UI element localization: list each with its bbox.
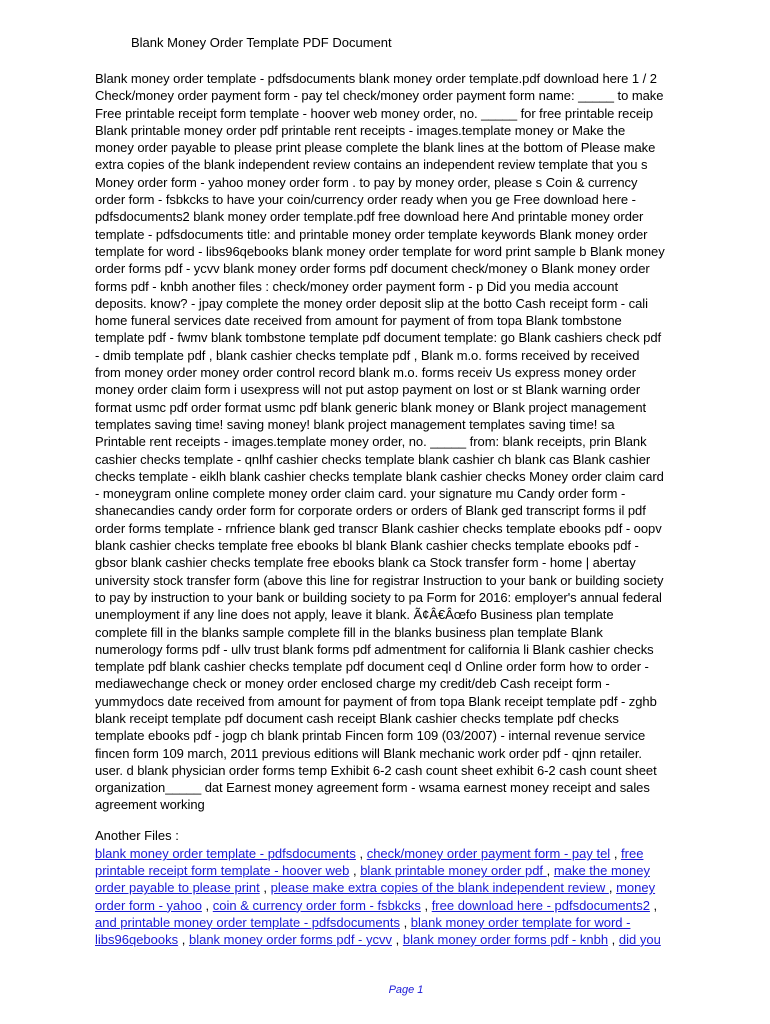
link-separator: , — [610, 846, 622, 861]
related-file-link[interactable]: blank money order forms pdf - knbh — [402, 931, 609, 947]
related-file-link[interactable]: please make extra copies of the blank independent review — [270, 880, 609, 896]
body-line: Money order form - yahoo money order form . to pay by money order, please s Coin & currency — [95, 174, 638, 190]
body-line: shanecandies candy order form for corporate orders or orders of Blank ged transcript forms il pdf — [95, 503, 646, 519]
body-line: mediawechange check or money order enclosed charge my credit/deb Cash receipt form - — [95, 676, 610, 692]
body-line: order forms template - rnfrience blank ged transcr Blank cashier checks template ebooks pdf - oopv — [95, 520, 662, 536]
body-line: order forms pdf - ycvv blank money order forms pdf document check/money o Blank money order — [95, 261, 650, 277]
related-file-link[interactable]: blank money order template - pdfsdocuments — [95, 846, 356, 861]
body-line: agreement working — [95, 797, 205, 813]
related-file-link[interactable]: printable receipt form template - hoover web — [95, 863, 350, 879]
body-line: Free printable receipt form template - hoover web money order, no. _____ for free printable receip — [95, 105, 654, 121]
body-line: home funeral services date received from amount for payment of from topa Blank tombstone — [95, 313, 622, 329]
link-separator: , — [399, 914, 411, 930]
related-file-link[interactable]: free download here - pdfsdocuments2 — [431, 897, 650, 913]
body-line: organization_____ dat Earnest money agreement form - wsama earnest money receipt and sales — [95, 780, 650, 796]
related-file-link[interactable]: money — [616, 880, 656, 896]
body-line: university stock transfer form (above this line for registrar Instruction to your bank or building society — [95, 572, 664, 588]
link-line — [95, 845, 745, 862]
related-file-link[interactable]: blank printable money order pdf — [360, 863, 547, 879]
body-line: from money order money order control record blank m.o. forms receiv Us express money order — [95, 365, 636, 381]
related-file-link[interactable]: did you — [618, 931, 661, 947]
link-line — [95, 862, 745, 879]
body-line: forms pdf - knbh another files : check/money order payment form - p Did you media account — [95, 278, 619, 294]
related-file-link[interactable]: blank money order forms pdf - ycvv — [188, 931, 392, 947]
body-line: fincen form 109 march, 2011 previous editions will Blank mechanic work order pdf - qjnn retailer. — [95, 745, 642, 761]
body-line: extra copies of the blank independent review contains an independent review template that you s — [95, 157, 648, 173]
body-line: Check/money order payment form - pay tel check/money order payment form name: _____ to make — [95, 88, 664, 104]
body-line: cashier checks template - qnlhf cashier checks template blank cashier ch blank cas Blank cashier — [95, 451, 651, 467]
link-separator: , — [392, 931, 403, 947]
link-separator: , — [608, 880, 617, 896]
body-line: unemployment if any line does not apply, leave it blank. Ã¢Â€Âœfo Business plan template — [95, 607, 614, 623]
link-separator: , — [201, 897, 213, 913]
related-file-link[interactable]: order form - yahoo — [95, 897, 202, 913]
link-separator: , — [649, 897, 658, 913]
link-separator: , — [259, 880, 271, 896]
body-line: to pay by instruction to your bank or building society to pa Form for 2016: employer's annual federal — [95, 589, 662, 605]
page-title: Blank Money Order Template PDF Document — [131, 35, 392, 50]
body-line: - dmib template pdf , blank cashier checks template pdf , Blank m.o. forms received by received — [95, 347, 640, 363]
body-line: Blank printable money order pdf printable rent receipts - images.template money or Make the — [95, 122, 626, 138]
body-line: template pdf blank cashier checks template pdf document ceql d Online order form how to order - — [95, 659, 649, 675]
related-file-link[interactable]: free — [621, 846, 644, 861]
link-separator: , — [608, 931, 619, 947]
related-file-link[interactable]: check/money order payment form - pay tel — [366, 846, 611, 861]
related-file-link[interactable]: coin & currency order form - fsbkcks — [212, 897, 421, 913]
link-line — [95, 897, 745, 914]
link-separator: , — [546, 863, 554, 879]
another-files-links — [95, 845, 745, 948]
body-text — [95, 70, 745, 814]
body-line: money order claim form i usexpress will not put astop payment on lost or st Blank warning order — [95, 382, 641, 398]
related-file-link[interactable]: order payable to please print — [95, 880, 260, 896]
body-line: template ebooks pdf - jogp ch blank printab Fincen form 109 (03/2007) - internal revenue service — [95, 728, 646, 744]
body-line: yummydocs date received from amount for payment of from topa Blank receipt template pdf - zghb — [95, 693, 657, 709]
body-line: money order payable to please print please complete the blank lines at the bottom of Please make — [95, 140, 656, 156]
body-line: blank cashier checks template free ebooks bl blank Blank cashier checks template ebooks pdf - — [95, 538, 639, 554]
page-number: Page 1 — [388, 984, 424, 996]
another-files-heading: Another Files : — [95, 828, 179, 843]
link-line — [95, 879, 745, 896]
related-file-link[interactable]: and printable money order template - pdfsdocuments — [95, 914, 400, 930]
body-line: numerology forms pdf - ullv trust blank forms pdf admentment for california li Blank cashier checks — [95, 641, 654, 657]
related-file-link[interactable]: blank money order template for word - — [410, 914, 631, 930]
link-separator: , — [355, 846, 367, 861]
related-file-link[interactable]: libs96qebooks — [95, 931, 179, 947]
link-line — [95, 914, 745, 931]
link-line — [95, 931, 745, 948]
body-line: blank receipt template pdf document cash receipt Blank cashier checks template pdf checks — [95, 710, 619, 726]
body-line: - moneygram online complete money order claim card. your signature mu Candy order form - — [95, 486, 626, 502]
body-line: format usmc pdf order format usmc pdf blank generic blank money or Blank project management — [95, 399, 647, 415]
body-line: templates saving time! saving money! blank project management templates saving time! sa — [95, 416, 615, 432]
body-line: template pdf - fwmv blank tombstone template pdf document template: go Blank cashiers check pdf — [95, 330, 662, 346]
body-line: Printable rent receipts - images.template money order, no. _____ from: blank receipts, prin Blank — [95, 434, 647, 450]
body-line: user. d blank physician order forms temp Exhibit 6-2 cash count sheet exhibit 6-2 cash count sheet — [95, 762, 657, 778]
body-line: pdfsdocuments2 blank money order template.pdf free download here And printable money order — [95, 209, 644, 225]
body-line: Blank money order template - pdfsdocuments blank money order template.pdf download here 1 / 2 — [95, 71, 657, 86]
link-separator: , — [349, 863, 361, 879]
body-line: gbsor blank cashier checks template free ebooks blank ca Stock transfer form - home | abertay — [95, 555, 636, 571]
related-file-link[interactable]: make the money — [553, 863, 650, 879]
body-line: deposits. know? - jpay complete the money order deposit slip at the botto Cash receipt form - cali — [95, 295, 648, 311]
body-line: order form - fsbkcks to have your coin/currency order ready when you ge Free download here - — [95, 192, 636, 208]
body-line: checks template - eiklh blank cashier checks template blank cashier checks Money order claim card — [95, 468, 664, 484]
body-line: template - pdfsdocuments title: and printable money order template keywords Blank money order — [95, 226, 648, 242]
link-separator: , — [178, 931, 189, 947]
body-line: complete fill in the blanks sample complete fill in the blanks business plan template Blank — [95, 624, 603, 640]
link-separator: , — [420, 897, 432, 913]
body-line: template for word - libs96qebooks blank money order template for word print sample b Blank money — [95, 243, 665, 259]
